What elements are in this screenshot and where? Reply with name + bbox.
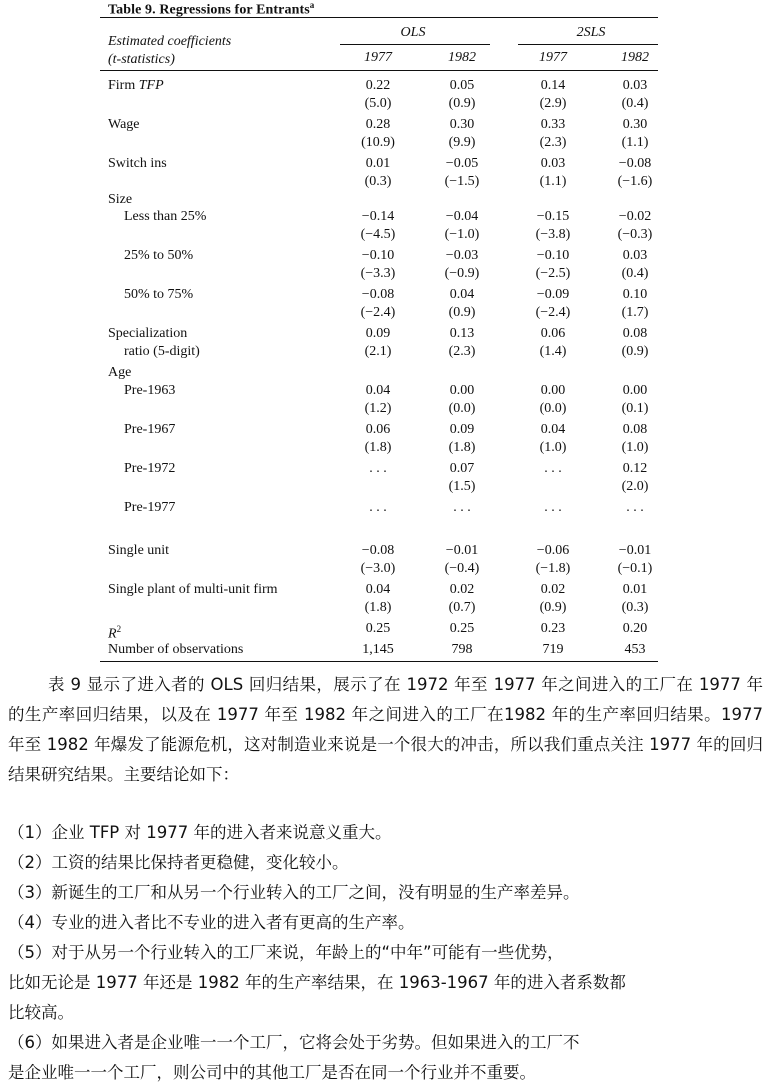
coef-cell: 0.30 bbox=[449, 117, 475, 132]
coef-cell: 0.09 bbox=[449, 422, 475, 437]
tstat-cell: (−1.6) bbox=[617, 174, 653, 189]
coef-cell: 0.25 bbox=[365, 621, 391, 636]
conclusion-item-2: （2）工资的结果比保持者更稳健，变化较小。 bbox=[8, 853, 349, 872]
tstat-cell: (2.3) bbox=[539, 135, 567, 150]
tstat-cell: (0.9) bbox=[448, 305, 476, 320]
paragraph-intro bbox=[8, 670, 763, 790]
coef-cell: −0.15 bbox=[536, 209, 570, 224]
year-header: 1982 bbox=[621, 50, 649, 65]
bottom-rule bbox=[100, 661, 658, 662]
coef-cell: −0.08 bbox=[361, 543, 395, 558]
coef-cell: 0.08 bbox=[622, 422, 648, 437]
row-label-observations: Number of observations bbox=[108, 642, 244, 657]
row-label-age: Age bbox=[108, 365, 132, 380]
coef-cell: −0.09 bbox=[536, 287, 570, 302]
tstat-cell: (2.3) bbox=[448, 344, 476, 359]
coef-cell: 0.10 bbox=[622, 287, 648, 302]
tstat-cell: (1.8) bbox=[364, 600, 392, 615]
tstat-cell: (10.9) bbox=[361, 135, 395, 150]
table-caption-note: a bbox=[309, 0, 315, 10]
table-caption bbox=[108, 0, 314, 19]
year-header: 1977 bbox=[364, 50, 392, 65]
coef-cell: 453 bbox=[624, 642, 646, 657]
group-ols: OLS bbox=[400, 25, 426, 40]
row-label-firm-tfp bbox=[108, 77, 164, 95]
text-line: （6）如果进入者是企业唯一一个工厂，它将会处于劣势。但如果进入的工厂不 bbox=[8, 1033, 580, 1052]
coef-cell: 0.01 bbox=[622, 582, 648, 597]
coef-cell: 0.00 bbox=[540, 383, 566, 398]
coef-cell: 0.03 bbox=[622, 248, 648, 263]
coef-cell: 0.06 bbox=[540, 326, 566, 341]
row-label-specialization-2: ratio (5-digit) bbox=[124, 344, 200, 359]
coef-cell: −0.04 bbox=[445, 209, 479, 224]
coef-cell: 0.06 bbox=[365, 422, 391, 437]
coef-cell: 0.05 bbox=[449, 78, 475, 93]
row-label-specialization: Specialization bbox=[108, 326, 188, 341]
tstat-cell: (5.0) bbox=[364, 96, 392, 111]
row-label-single-unit: Single unit bbox=[108, 543, 170, 558]
header-rule bbox=[100, 70, 658, 71]
row-label-single-plant: Single plant of multi-unit firm bbox=[108, 582, 278, 597]
tstat-cell: (1.2) bbox=[364, 401, 392, 416]
row-label-50-to-75: 50% to 75% bbox=[124, 287, 194, 302]
coef-cell: 0.04 bbox=[540, 422, 566, 437]
tstat-cell: (−3.0) bbox=[360, 561, 396, 576]
coef-cell: −0.10 bbox=[536, 248, 570, 263]
tstat-cell: (9.9) bbox=[448, 135, 476, 150]
coef-cell: 0.08 bbox=[622, 326, 648, 341]
conclusion-item-1: （1）企业 TFP 对 1977 年的进入者来说意义重大。 bbox=[8, 823, 392, 842]
2sls-underline bbox=[518, 44, 658, 45]
group-2sls: 2SLS bbox=[576, 25, 606, 40]
row-label-pre-1972: Pre-1972 bbox=[124, 461, 176, 476]
coef-cell: 0.22 bbox=[365, 78, 391, 93]
coef-cell: −0.01 bbox=[618, 543, 652, 558]
conclusion-item-3: （3）新诞生的工厂和从另一个行业转入的工厂之间，没有明显的生产率差异。 bbox=[8, 883, 580, 902]
tstat-cell: (1.1) bbox=[621, 135, 649, 150]
coef-cell: 0.00 bbox=[622, 383, 648, 398]
text-line: 是企业唯一一个工厂，则公司中的其他工厂是否在同一个行业并不重要。 bbox=[8, 1063, 536, 1082]
coef-cell: . . . bbox=[626, 500, 644, 515]
coef-cell: 798 bbox=[451, 642, 473, 657]
row-label-size: Size bbox=[108, 192, 133, 207]
tstat-cell: (1.1) bbox=[539, 174, 567, 189]
row-label-switch-ins: Switch ins bbox=[108, 156, 167, 171]
text-line: 是一个很大的冲击，所以我们重点关注 1977 年的回归结果研究结果。主要结论 bbox=[8, 735, 763, 784]
tstat-cell: (2.9) bbox=[539, 96, 567, 111]
tstat-cell: (−2.5) bbox=[535, 266, 571, 281]
year-header: 1977 bbox=[539, 50, 567, 65]
coef-cell: 0.07 bbox=[449, 461, 475, 476]
coef-cell: . . . bbox=[453, 500, 471, 515]
tstat-cell: (2.1) bbox=[364, 344, 392, 359]
row-label-italic: TFP bbox=[138, 78, 164, 93]
coef-cell: 0.33 bbox=[540, 117, 566, 132]
tstat-cell: (1.0) bbox=[621, 440, 649, 455]
coef-cell: 0.04 bbox=[365, 383, 391, 398]
tstat-cell: (−0.9) bbox=[444, 266, 480, 281]
coef-cell: −0.03 bbox=[445, 248, 479, 263]
coef-cell: . . . bbox=[544, 461, 562, 476]
tstat-cell: (−1.5) bbox=[444, 174, 480, 189]
coef-cell: −0.14 bbox=[361, 209, 395, 224]
coef-cell: 0.13 bbox=[449, 326, 475, 341]
row-label-text: Firm bbox=[108, 78, 139, 93]
text-line: （5）对于从另一个行业转入的工厂来说，年龄上的“中年”可能有一些优势， bbox=[8, 943, 564, 962]
tstat-cell: (−0.3) bbox=[617, 227, 653, 242]
coef-cell: 0.23 bbox=[540, 621, 566, 636]
table-caption-text: Table 9. Regressions for Entrants bbox=[108, 2, 310, 18]
tstat-cell: (0.0) bbox=[448, 401, 476, 416]
tstat-cell: (−0.1) bbox=[617, 561, 653, 576]
row-label-less-than-25: Less than 25% bbox=[124, 209, 207, 224]
tstat-cell: (1.7) bbox=[621, 305, 649, 320]
coef-cell: . . . bbox=[369, 461, 387, 476]
tstat-cell: (1.8) bbox=[448, 440, 476, 455]
coef-cell: 0.04 bbox=[449, 287, 475, 302]
coef-cell: −0.05 bbox=[445, 156, 479, 171]
coef-cell: . . . bbox=[544, 500, 562, 515]
text-line: 工厂在 1977 年的生产率回归结果，以及在 1977 年至 1982 年之间进入的工厂在 bbox=[8, 675, 764, 724]
coef-cell: 0.02 bbox=[540, 582, 566, 597]
tstat-cell: (−1.0) bbox=[444, 227, 480, 242]
text-line: 如下： bbox=[189, 765, 239, 784]
coef-cell: −0.10 bbox=[361, 248, 395, 263]
coef-cell: 0.02 bbox=[449, 582, 475, 597]
ols-underline bbox=[340, 44, 490, 45]
text-line: 表 9 显示了进入者的 OLS 回归结果，展示了在 1972 年至 1977 年之间进入的 bbox=[48, 675, 643, 694]
row-label-pre-1963: Pre-1963 bbox=[124, 383, 176, 398]
text-line: 比较高。 bbox=[8, 1003, 74, 1022]
tstat-cell: (0.4) bbox=[621, 96, 649, 111]
coef-cell: 0.03 bbox=[540, 156, 566, 171]
tstat-cell: (0.9) bbox=[621, 344, 649, 359]
conclusion-item-4: （4）专业的进入者比不专业的进入者有更高的生产率。 bbox=[8, 913, 415, 932]
coef-cell: 0.01 bbox=[365, 156, 391, 171]
coef-cell: −0.06 bbox=[536, 543, 570, 558]
row-label-pre-1967: Pre-1967 bbox=[124, 422, 176, 437]
tstat-cell: (0.4) bbox=[621, 266, 649, 281]
tstat-cell: (0.1) bbox=[621, 401, 649, 416]
tstat-cell: (1.4) bbox=[539, 344, 567, 359]
tstat-cell: (−4.5) bbox=[360, 227, 396, 242]
tstat-cell: (0.9) bbox=[539, 600, 567, 615]
tstat-cell: (1.0) bbox=[539, 440, 567, 455]
coef-cell: 0.09 bbox=[365, 326, 391, 341]
top-rule bbox=[100, 17, 658, 18]
tstat-cell: (1.8) bbox=[364, 440, 392, 455]
year-header: 1982 bbox=[448, 50, 476, 65]
row-label-25-to-50: 25% to 50% bbox=[124, 248, 194, 263]
coef-cell: 0.12 bbox=[622, 461, 648, 476]
tstat-cell: (0.3) bbox=[364, 174, 392, 189]
coef-cell: . . . bbox=[369, 500, 387, 515]
coef-cell: 0.28 bbox=[365, 117, 391, 132]
coef-cell: −0.01 bbox=[445, 543, 479, 558]
tstat-cell: (−2.4) bbox=[360, 305, 396, 320]
coef-cell: 0.04 bbox=[365, 582, 391, 597]
text-line: 比如无论是 1977 年还是 1982 年的生产率结果，在 1963-1967 年的进入者系数都 bbox=[8, 973, 626, 992]
conclusion-item-6 bbox=[8, 1028, 766, 1088]
tstat-cell: (−2.4) bbox=[535, 305, 571, 320]
coef-cell: 719 bbox=[542, 642, 564, 657]
tstat-cell: (0.9) bbox=[448, 96, 476, 111]
coef-cell: 1,145 bbox=[362, 642, 394, 657]
tstat-cell: (−1.8) bbox=[535, 561, 571, 576]
stub-heading-2: (t-statistics) bbox=[108, 52, 175, 67]
tstat-cell: (2.0) bbox=[621, 479, 649, 494]
tstat-cell: (0.7) bbox=[448, 600, 476, 615]
tstat-cell: (0.0) bbox=[539, 401, 567, 416]
tstat-cell: (−0.4) bbox=[444, 561, 480, 576]
conclusion-item-5 bbox=[8, 938, 766, 1028]
tstat-cell: (−3.3) bbox=[360, 266, 396, 281]
coef-cell: −0.08 bbox=[361, 287, 395, 302]
stub-heading-1: Estimated coefficients bbox=[108, 34, 232, 49]
text-line: 1982 年的生产率回归结果。1977 年至 1982 年爆发了能源危机，这对制造业来说 bbox=[8, 705, 763, 754]
tstat-cell: (0.3) bbox=[621, 600, 649, 615]
r-sup: 2 bbox=[116, 624, 122, 634]
row-label-pre-1977: Pre-1977 bbox=[124, 500, 176, 515]
coef-cell: 0.00 bbox=[449, 383, 475, 398]
coef-cell: 0.25 bbox=[449, 621, 475, 636]
tstat-cell: (−3.8) bbox=[535, 227, 571, 242]
coef-cell: 0.03 bbox=[622, 78, 648, 93]
coef-cell: 0.20 bbox=[622, 621, 648, 636]
coef-cell: 0.30 bbox=[622, 117, 648, 132]
coef-cell: −0.08 bbox=[618, 156, 652, 171]
tstat-cell: (1.5) bbox=[448, 479, 476, 494]
coef-cell: 0.14 bbox=[540, 78, 566, 93]
r-label: R bbox=[108, 626, 117, 642]
row-label-wage: Wage bbox=[108, 117, 140, 132]
coef-cell: −0.02 bbox=[618, 209, 652, 224]
